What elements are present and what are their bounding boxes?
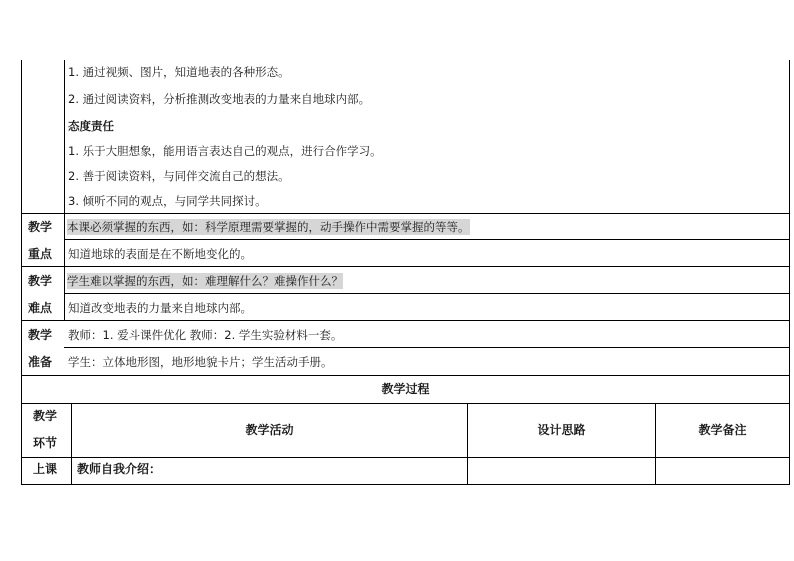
difficult-points-hint: 学生难以掌握的东西，如：难理解什么？难操作什么？: [67, 274, 343, 288]
preparation-teacher: 教师：1. 爱斗课件优化 教师：2. 学生实验材料一套。: [68, 328, 343, 342]
col-notes: 教学备注: [698, 423, 747, 437]
difficult-points-content: 知道改变地表的力量来自地球内部。: [68, 301, 252, 315]
row-divider-difficult: [21, 320, 790, 321]
preparation-label-bottom: 准备: [28, 355, 53, 369]
row-divider-objectives: [21, 213, 790, 214]
row-divider-prep: [21, 375, 790, 376]
label-column-divider: [64, 60, 65, 320]
subrow-divider-prep: [64, 347, 790, 348]
objective-line-3: 1. 乐于大胆想象，能用语言表达自己的观点，进行合作学习。: [68, 144, 382, 158]
objective-line-4: 2. 善于阅读资料，与同伴交流自己的想法。: [68, 169, 290, 183]
difficult-points-label-top: 教学: [28, 274, 53, 288]
process-col-divider-3: [655, 403, 656, 485]
border-bottom: [21, 484, 790, 485]
row-divider-key: [21, 266, 790, 267]
col-stage-bottom: 环节: [33, 436, 58, 450]
preparation-student: 学生：立体地形图，地形地貌卡片；学生活动手册。: [68, 355, 333, 369]
subrow-divider-key: [64, 239, 790, 240]
key-points-hint: 本课必须掌握的东西，如：科学原理需要掌握的，动手操作中需要掌握的等等。: [67, 220, 470, 234]
border-right: [789, 60, 790, 485]
row1-activity: 教师自我介绍：: [77, 462, 162, 476]
key-points-content: 知道地球的表面是在不断地变化的。: [68, 247, 252, 261]
col-stage-top: 教学: [33, 409, 58, 423]
objective-line-2: 2. 通过阅读资料，分析推测改变地表的力量来自地球内部。: [68, 92, 371, 106]
objective-line-5: 3. 倾听不同的观点，与同学共同探讨。: [68, 194, 267, 208]
preparation-label-top: 教学: [28, 328, 53, 342]
row-divider-header: [21, 457, 790, 458]
col-design: 设计思路: [537, 423, 586, 437]
row-divider-process-title: [21, 403, 790, 404]
border-left: [21, 60, 22, 485]
objective-line-1: 1. 通过视频、图片，知道地表的各种形态。: [68, 65, 290, 79]
process-col-divider-1: [71, 403, 72, 485]
subrow-divider-difficult: [64, 293, 790, 294]
key-points-label-bottom: 重点: [28, 247, 53, 261]
col-activity: 教学活动: [245, 423, 294, 437]
lesson-plan-table: [21, 60, 790, 485]
row1-stage: 上课: [33, 462, 58, 476]
difficult-points-label-bottom: 难点: [28, 301, 53, 315]
process-col-divider-2: [467, 403, 468, 485]
attitude-heading: 态度责任: [68, 119, 114, 133]
process-title: 教学过程: [381, 382, 430, 396]
key-points-label-top: 教学: [28, 220, 53, 234]
